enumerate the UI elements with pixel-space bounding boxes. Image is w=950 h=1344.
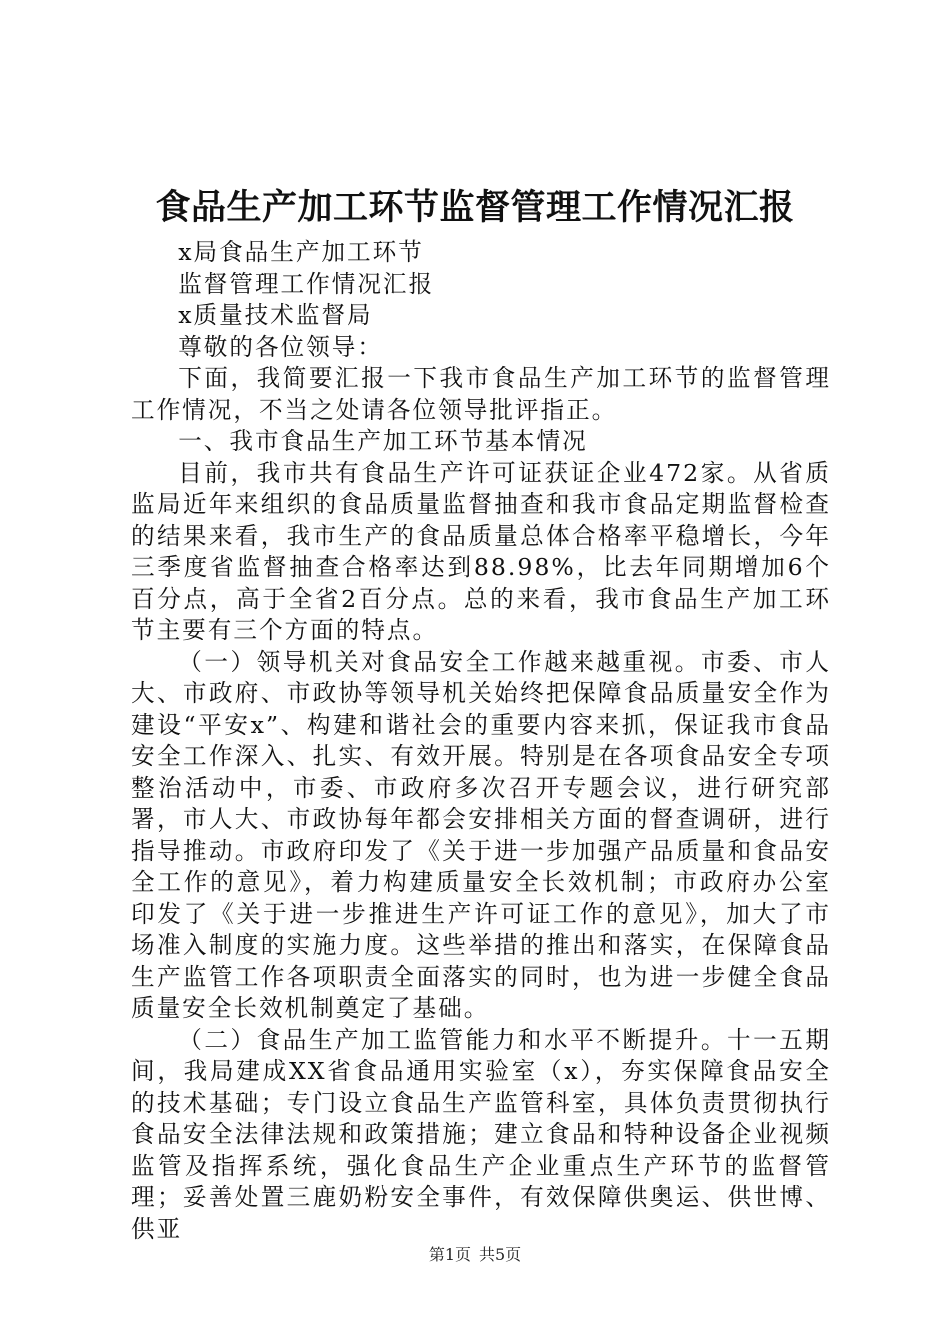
body-paragraph: x局食品生产加工环节: [178, 238, 424, 266]
body-paragraph: x质量技术监督局: [178, 301, 373, 329]
document-title: 食品生产加工环节监督管理工作情况汇报: [155, 187, 795, 228]
body-paragraph: （一）领导机关对食品安全工作越来越重视。市委、市人大、市政府、市政协等领导机关始终把保障食品质量安全作为建设“平安x”、构建和谐社会的重要内容来抓，保证我市食品安全工作深入、扎实、有效开展。特别是在各项食品安全专项整治活动中，市委、市政府多次召开专题会议，进行研究部署，市人大、市政协每年都会安排相关方面的督查调研，进行指导推动。市政府印发了《关于进一步加强产品质量和食品安全工作的意见》，着力构建质量安全长效机制；市政府办公室印发了《关于进一步推进生产许可证工作的意见》，加大了市场准入制度的实施力度。这些举措的推出和落实，在保障食品生产监管工作各项职责全面落实的同时，也为进一步健全食品质量安全长效机制奠定了基础。: [131, 647, 831, 1022]
section-heading: 一、我市食品生产加工环节基本情况: [178, 427, 588, 455]
page-footer: [0, 1245, 950, 1265]
body-paragraph: 下面，我简要汇报一下我市食品生产加工环节的监督管理工作情况，不当之处请各位领导批评指正。: [131, 364, 831, 424]
page-number: 第1页: [428, 1245, 471, 1264]
body-paragraph: 尊敬的各位领导：: [178, 332, 383, 361]
body-paragraph: （二）食品生产加工监管能力和水平不断提升。十一五期间，我局建成XX省食品通用实验室（x），夯实保障食品安全的技术基础；专门设立食品生产监管科室，具体负责贯彻执行食品安全法律法规和政策措施；建立食品和特种设备企业视频监管及指挥系统，强化食品生产企业重点生产环节的监督管理；妥善处置三鹿奶粉安全事件，有效保障供奥运、供世博、供亚: [131, 1025, 831, 1243]
document-body: [131, 237, 831, 1245]
body-paragraph: 监督管理工作情况汇报: [178, 269, 435, 298]
body-paragraph: 目前，我市共有食品生产许可证获证企业472家。从省质监局近年来组织的食品质量监督抽查和我市食品定期监督检查的结果来看，我市生产的食品质量总体合格率平稳增长，今年三季度省监督抽查合格率达到88.98%，比去年同期增加6个百分点，高于全省2百分点。总的来看，我市食品生产加工环节主要有三个方面的特点。: [131, 458, 831, 644]
page-total: 共5页: [479, 1245, 522, 1264]
